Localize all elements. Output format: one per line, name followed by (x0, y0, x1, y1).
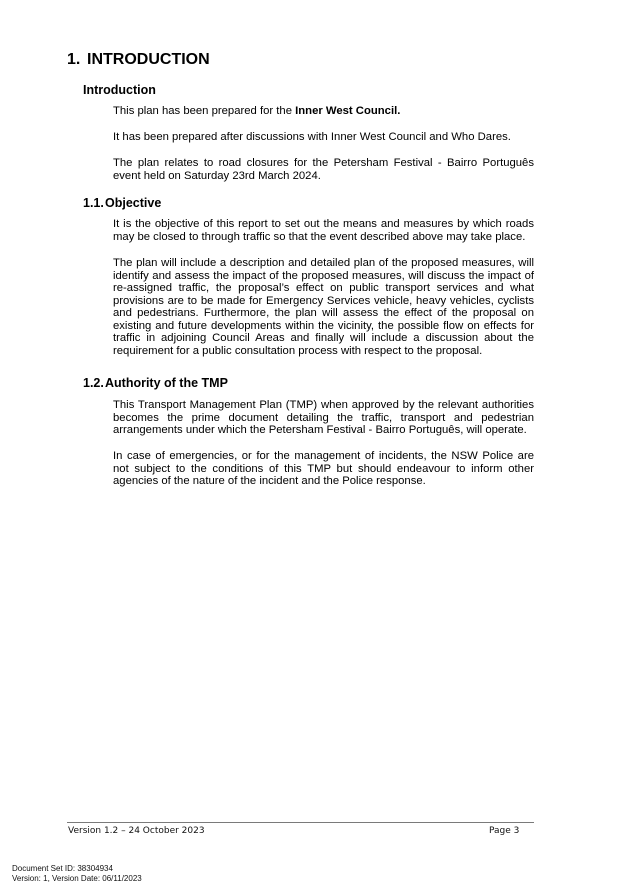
intro-p1-text: This plan has been prepared for the (113, 105, 296, 117)
objective-paragraph-1: It is the objective of this report to set out the means and measures by which roads may be closed to through traffic so that the event described above may take place. (113, 218, 534, 243)
footer-version: Version 1.2 – 24 October 2023 (68, 826, 205, 836)
intro-paragraph-1 (113, 105, 534, 118)
authority-heading (83, 376, 228, 390)
document-version-date: Version: 1, Version Date: 06/11/2023 (12, 874, 142, 883)
section-heading (67, 51, 210, 69)
authority-number: 1.2. (83, 376, 104, 390)
footer-page-number: Page 3 (489, 826, 520, 836)
authority-paragraph-1: This Transport Management Plan (TMP) when approved by the relevant authorities becomes the prime document detailing the traffic, transport and pedestrian arrangements under which the Petersham Festival - Bairro Português, will operate. (113, 399, 534, 436)
authority-title: Authority of the TMP (105, 376, 228, 390)
objective-number: 1.1. (83, 196, 104, 210)
intro-heading: Introduction (83, 83, 156, 97)
objective-heading (83, 196, 161, 210)
document-set-id: Document Set ID: 38304934 (12, 864, 113, 873)
section-number: 1. (67, 51, 81, 68)
section-title: INTRODUCTION (87, 51, 210, 68)
intro-paragraph-2: It has been prepared after discussions with Inner West Council and Who Dares. (113, 131, 511, 143)
document-id-block (12, 864, 142, 884)
objective-paragraph-2: The plan will include a description and detailed plan of the proposed measures, will identify and assess the impact of the proposed measures, will discuss the impact of re-assigned traffic, the proposal’s effect on public transport services and what provisions are to be made for Emergency Services vehicle, heavy vehicles, cyclists and pedestrians. Furthermore, the plan will assess the effect of the proposal on existing and future developments within the vicinity, the possible flow on effects for traffic in adjoining Council Areas and finally will include a discussion about the requirement for a public consultation process with respect to the proposal. (113, 257, 534, 357)
intro-paragraph-3: The plan relates to road closures for the Petersham Festival - Bairro Português event held on Saturday 23rd March 2024. (113, 157, 534, 182)
authority-paragraph-2: In case of emergencies, or for the management of incidents, the NSW Police are not subject to the conditions of this TMP but should endeavour to inform other agencies of the nature of the incident and the Police response. (113, 450, 534, 487)
objective-title: Objective (105, 196, 162, 210)
footer-divider (67, 822, 534, 823)
intro-p1-council: Inner West Council. (295, 105, 401, 117)
